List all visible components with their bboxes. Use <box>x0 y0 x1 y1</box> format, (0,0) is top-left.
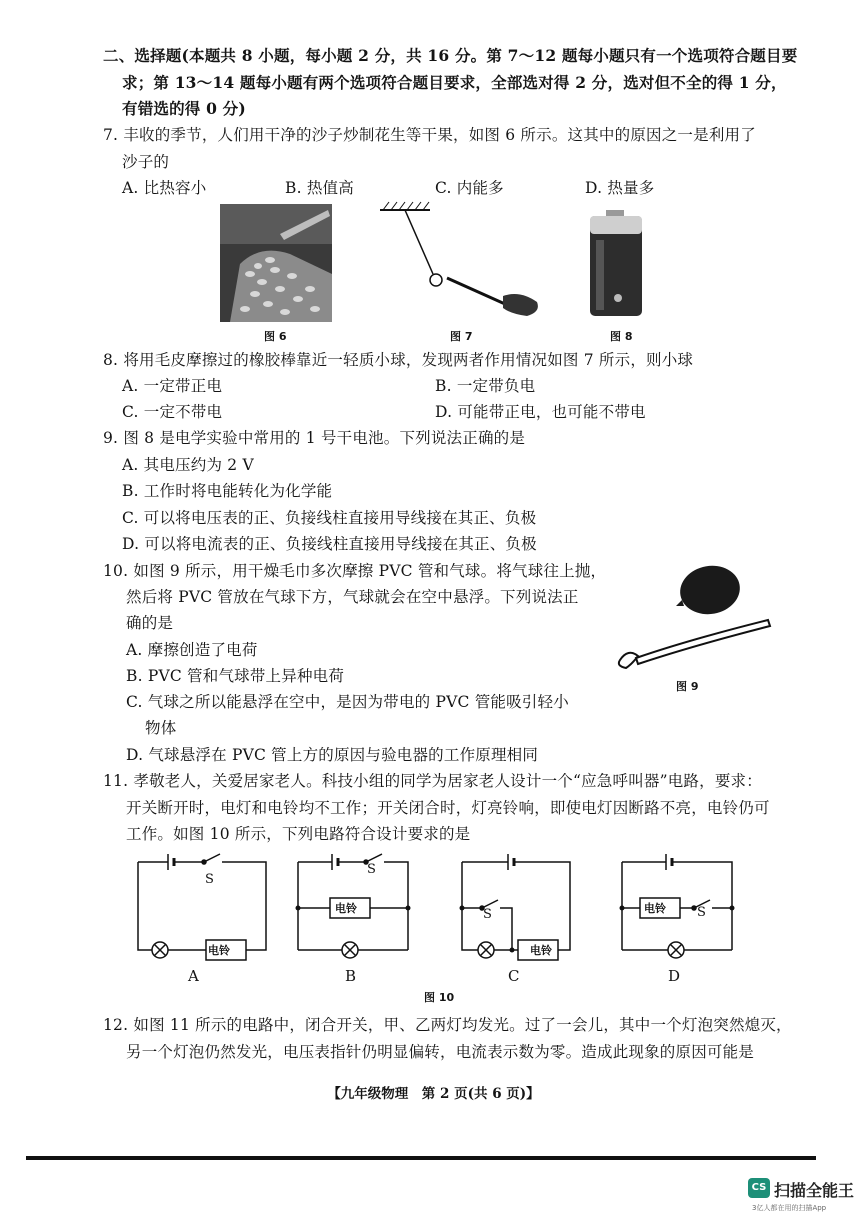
scanner-brand: 扫描全能王 <box>774 1181 855 1200</box>
circuit-c-bell-label: 电铃 <box>530 944 552 957</box>
q11-stem-3: 工作。如图 10 所示，下列电路符合设计要求的是 <box>126 825 471 843</box>
section-line-3: 有错选的得 0 分) <box>122 99 246 118</box>
circuit-c-switch-label: S <box>483 907 492 922</box>
q10-option-b: B. PVC 管和气球带上异种电荷 <box>126 667 345 685</box>
circuit-a <box>132 848 272 968</box>
circuit-d <box>616 848 746 968</box>
circuit-b-label: B <box>345 967 357 985</box>
page-footer: 【九年级物理 第 2 页(共 6 页)】 <box>327 1086 540 1102</box>
q10-stem-3: 确的是 <box>126 614 174 632</box>
scanner-tagline: 3亿人都在用的扫描App <box>752 1204 827 1212</box>
q12-stem-1: 12. 如图 11 所示的电路中，闭合开关，甲、乙两灯均发光。过了一会儿，其中一个灯泡突然熄灭， <box>103 1016 792 1034</box>
circuit-b-switch-label: S <box>367 862 376 877</box>
q8-option-c: C. 一定不带电 <box>122 403 223 421</box>
q10-option-c-cont: 物体 <box>145 719 177 737</box>
q10-stem-1: 10. 如图 9 所示，用干燥毛巾多次摩擦 PVC 管和气球。将气球往上抛， <box>103 562 607 580</box>
circuit-a-switch-label: S <box>205 872 214 887</box>
circuit-c <box>452 848 582 968</box>
q11-stem-1: 11. 孝敬老人，关爱居家老人。科技小组的同学为居家老人设计一个“应急呼叫器”电路，要求： <box>103 772 762 790</box>
q7-stem-2: 沙子的 <box>122 153 170 171</box>
q12-stem-2: 另一个灯泡仍然发光，电压表指针仍明显偏转，电流表示数为零。造成此现象的原因可能是 <box>126 1043 755 1061</box>
circuit-d-bell-label: 电铃 <box>644 902 666 915</box>
section-line-2: 求；第 13～14 题每小题有两个选项符合题目要求，全部选对得 2 分，选对但不全的得 1 分， <box>122 73 787 92</box>
q8-stem: 8. 将用毛皮摩擦过的橡胶棒靠近一轻质小球，发现两者作用情况如图 7 所示，则小球 <box>103 351 694 369</box>
q9-option-d: D. 可以将电流表的正、负接线柱直接用导线接在其正、负极 <box>122 535 537 553</box>
circuit-d-switch-label: S <box>697 905 706 920</box>
circuit-a-label: A <box>188 967 199 985</box>
section-line-1: 二、选择题(本题共 8 小题，每小题 2 分，共 16 分。第 7～12 题每小题只有一个选项符合题目要 <box>103 46 798 65</box>
q7-option-c: C. 内能多 <box>435 179 504 197</box>
q11-stem-2: 开关断开时，电灯和电铃均不工作；开关闭合时，灯亮铃响，即使电灯因断路不亮，电铃仍可 <box>126 799 770 817</box>
circuit-b-bell-label: 电铃 <box>335 902 357 915</box>
peanut-photo-figure <box>220 204 332 322</box>
circuit-c-label: C <box>508 967 520 985</box>
balloon-pvc-figure <box>608 560 783 672</box>
q10-option-a: A. 摩擦创造了电荷 <box>126 641 258 659</box>
q7-stem-1: 7. 丰收的季节，人们用干净的沙子炒制花生等干果，如图 6 所示。这其中的原因之一是利用了 <box>103 126 756 144</box>
figure-9-caption: 图 9 <box>676 680 699 693</box>
q7-option-b: B. 热值高 <box>285 179 354 197</box>
q10-option-c: C. 气球之所以能悬浮在空中，是因为带电的 PVC 管能吸引轻小 <box>126 693 569 711</box>
q7-option-a: A. 比热容小 <box>122 179 207 197</box>
figure-8-caption: 图 8 <box>610 330 633 343</box>
q9-option-a: A. 其电压约为 2 V <box>122 456 254 474</box>
q8-option-d: D. 可能带正电，也可能不带电 <box>435 403 646 421</box>
page-divider <box>26 1156 816 1160</box>
circuit-d-label: D <box>668 967 681 985</box>
q9-option-c: C. 可以将电压表的正、负接线柱直接用导线接在其正、负极 <box>122 509 537 527</box>
battery-figure <box>588 210 644 318</box>
pendulum-figure <box>375 200 545 325</box>
q10-stem-2: 然后将 PVC 管放在气球下方，气球就会在空中悬浮。下列说法正 <box>126 588 579 606</box>
q8-option-b: B. 一定带负电 <box>435 377 536 395</box>
figure-10-caption: 图 10 <box>424 991 455 1004</box>
figure-7-caption: 图 7 <box>450 330 473 343</box>
circuit-b <box>292 848 422 968</box>
q7-option-d: D. 热量多 <box>585 179 655 197</box>
scanner-logo-icon: CS <box>748 1178 770 1198</box>
circuit-a-bell-label: 电铃 <box>208 944 230 957</box>
figure-6-caption: 图 6 <box>264 330 287 343</box>
q8-option-a: A. 一定带正电 <box>122 377 223 395</box>
q9-option-b: B. 工作时将电能转化为化学能 <box>122 482 333 500</box>
q10-option-d: D. 气球悬浮在 PVC 管上方的原因与验电器的工作原理相同 <box>126 746 539 764</box>
q9-stem: 9. 图 8 是电学实验中常用的 1 号干电池。下列说法正确的是 <box>103 429 526 447</box>
